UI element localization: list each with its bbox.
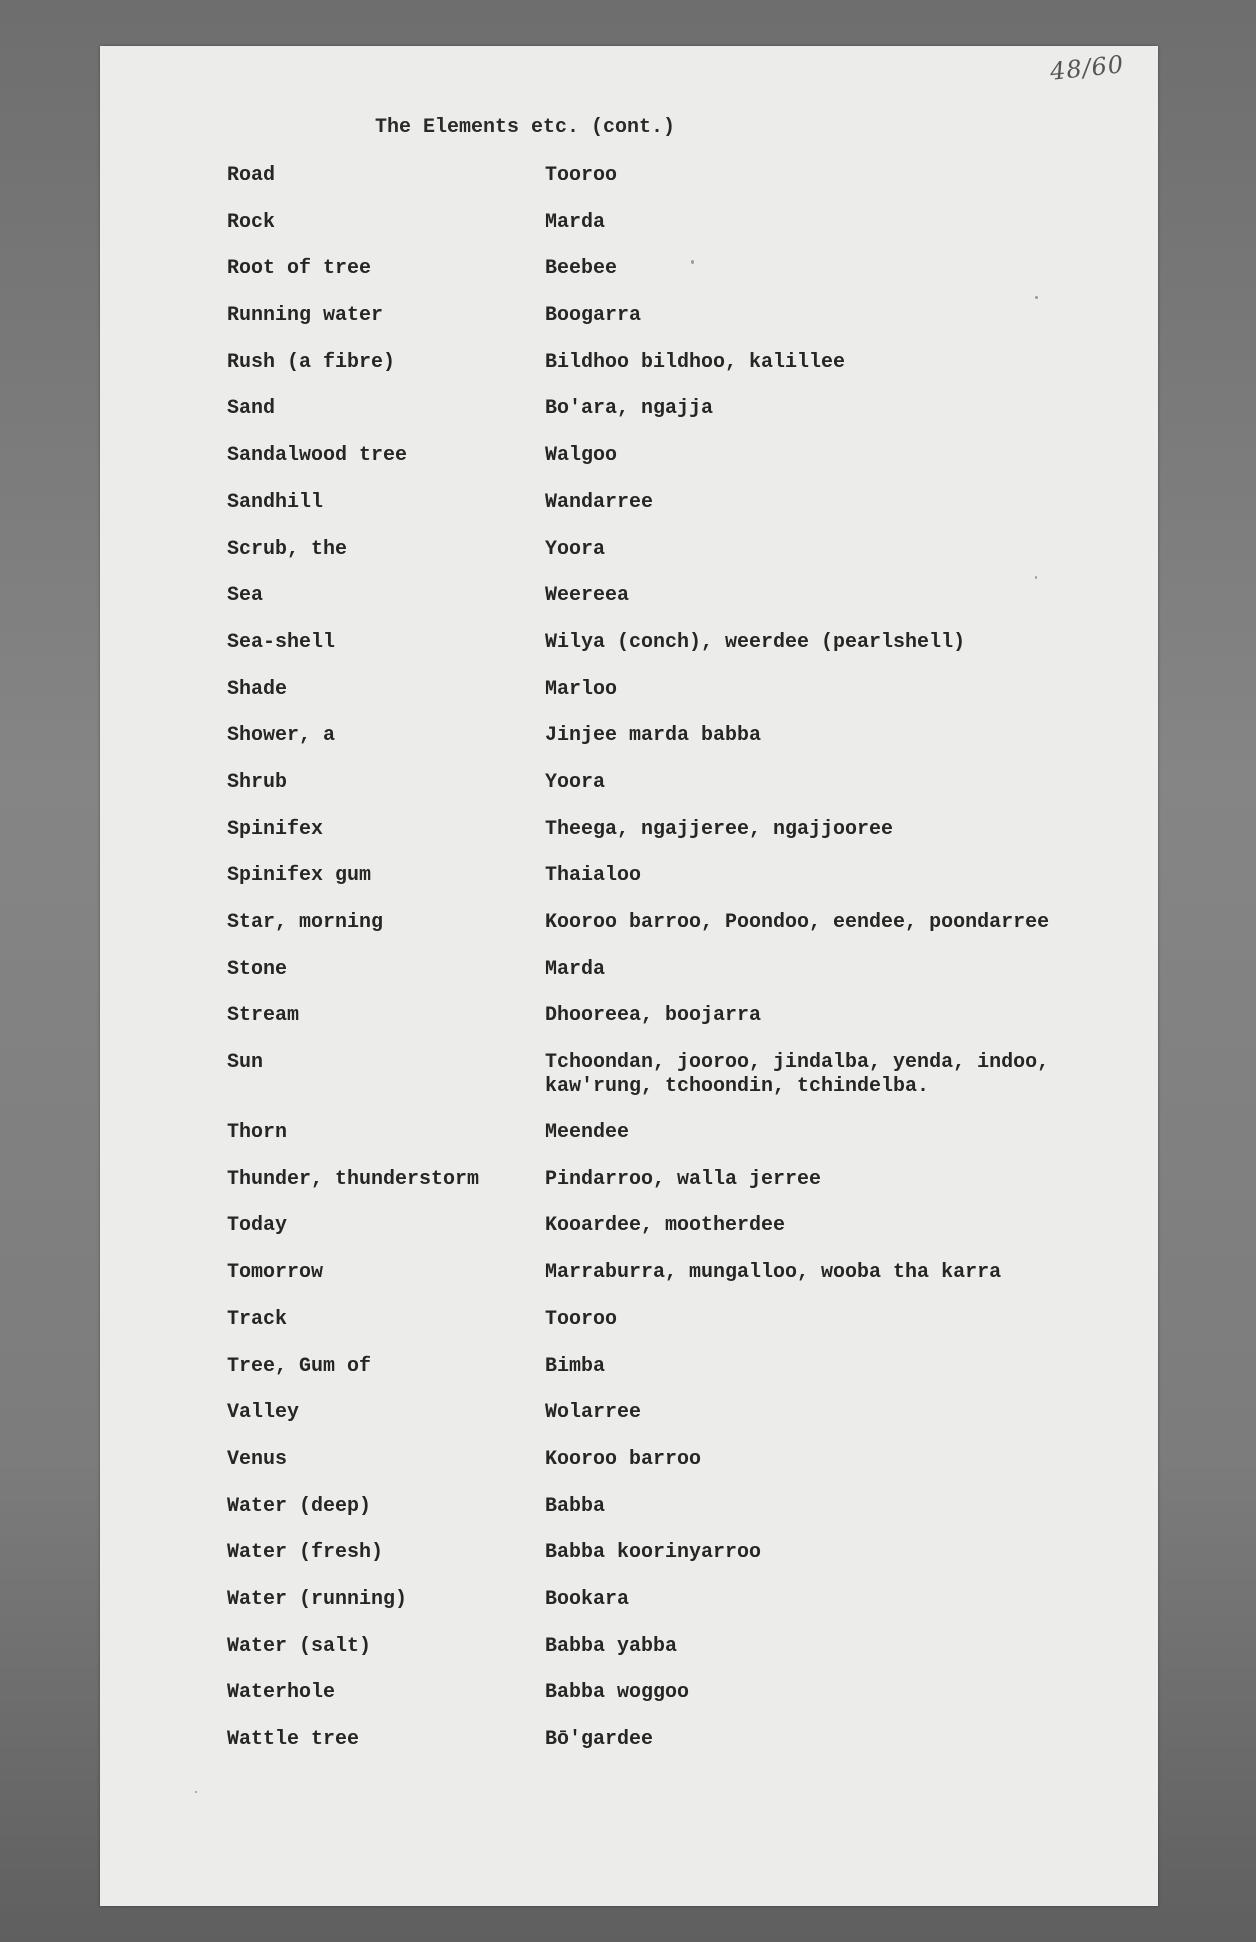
aboriginal-translation: Bo'ara, ngajja — [545, 397, 714, 421]
vocabulary-entry — [227, 584, 1127, 608]
english-term: Thorn — [227, 1121, 288, 1145]
english-term: Tree, Gum of — [227, 1354, 372, 1378]
vocabulary-entry — [227, 771, 1127, 795]
english-term: Shrub — [227, 770, 288, 794]
english-term: Root of tree — [227, 257, 372, 281]
aboriginal-translation: Theega, ngajjeree, ngajjooree — [545, 817, 894, 841]
aboriginal-translation: Yoora — [545, 537, 606, 561]
vocabulary-entry — [227, 1168, 1127, 1192]
aboriginal-translation: Marraburra, mungalloo, wooba tha karra — [545, 1261, 1002, 1285]
aboriginal-translation: Weereea — [545, 584, 630, 608]
english-term: Spinifex — [227, 817, 324, 841]
vocabulary-entry — [227, 211, 1127, 235]
english-term: Star, morning — [227, 911, 384, 934]
vocabulary-entry — [227, 1004, 1127, 1028]
english-term: Stream — [227, 1004, 300, 1028]
vocabulary-entry — [227, 864, 1127, 888]
english-term: Water (deep) — [227, 1494, 372, 1518]
vocabulary-entry — [227, 911, 1127, 935]
aboriginal-translation: Babba koorinyarroo — [545, 1541, 762, 1565]
aboriginal-translation: Bildhoo bildhoo, kalillee — [545, 350, 846, 374]
english-term: Water (running) — [227, 1587, 408, 1611]
vocabulary-entry — [227, 724, 1127, 748]
aboriginal-translation: Pindarroo, walla jerree — [545, 1167, 822, 1191]
vocabulary-entry — [227, 631, 1127, 655]
english-term: Sandhill — [227, 490, 324, 514]
english-term: Water (salt) — [227, 1634, 372, 1658]
aboriginal-translation: Beebee — [545, 257, 618, 281]
english-term: Rush (a fibre) — [227, 350, 396, 374]
aboriginal-translation: Meendee — [545, 1121, 630, 1145]
aboriginal-translation: Kooroo barroo, Poondoo, eendee, poondarree — [545, 911, 1050, 934]
vocabulary-entry — [227, 257, 1127, 281]
english-term: Valley — [227, 1401, 300, 1425]
vocabulary-entry — [227, 1121, 1127, 1145]
aboriginal-translation: Tooroo — [545, 164, 618, 187]
english-term: Rock — [227, 210, 276, 234]
vocabulary-entry — [227, 1588, 1127, 1612]
paper-speck — [1035, 296, 1038, 299]
aboriginal-translation: Kooroo barroo — [545, 1447, 702, 1471]
aboriginal-translation: Thaialoo — [545, 864, 642, 888]
vocabulary-entry — [227, 164, 1127, 188]
vocabulary-entry — [227, 444, 1127, 468]
english-term: Stone — [227, 957, 288, 981]
english-term: Thunder, thunderstorm — [227, 1167, 480, 1191]
english-term: Today — [227, 1214, 288, 1238]
typed-page — [100, 46, 1158, 1906]
aboriginal-translation: Bō'gardee — [545, 1728, 654, 1751]
aboriginal-translation: Babba woggoo — [545, 1681, 690, 1705]
aboriginal-translation: Wandarree — [545, 490, 654, 514]
aboriginal-translation: Jinjee marda babba — [545, 724, 762, 748]
aboriginal-translation: Boogarra — [545, 304, 642, 328]
paper-speck — [195, 1791, 197, 1793]
english-term: Sea — [227, 584, 264, 608]
english-term: Sandalwood tree — [227, 444, 408, 468]
english-term: Scrub, the — [227, 537, 348, 561]
vocabulary-entry — [227, 1448, 1127, 1472]
vocabulary-entry — [227, 958, 1127, 982]
paper-speck — [1035, 576, 1037, 579]
aboriginal-translation: Marda — [545, 210, 606, 234]
vocabulary-entry — [227, 397, 1127, 421]
aboriginal-translation: Wilya (conch), weerdee (pearlshell) — [545, 630, 966, 654]
english-term: Track — [227, 1307, 288, 1331]
english-term: Sea-shell — [227, 630, 336, 654]
folio-number: 48/60 — [1048, 50, 1126, 86]
vocabulary-entry — [227, 1681, 1127, 1705]
aboriginal-translation: Tooroo — [545, 1307, 618, 1331]
vocabulary-entry — [227, 1495, 1127, 1519]
aboriginal-translation: Babba — [545, 1494, 606, 1518]
vocabulary-list — [227, 164, 1127, 1775]
english-term: Water (fresh) — [227, 1541, 384, 1565]
vocabulary-entry — [227, 351, 1127, 375]
aboriginal-translation: Dhooreea, boojarra — [545, 1004, 762, 1028]
aboriginal-translation: Bookara — [545, 1587, 630, 1611]
vocabulary-entry — [227, 1728, 1127, 1752]
english-term: Road — [227, 164, 276, 187]
english-term: Waterhole — [227, 1681, 336, 1705]
vocabulary-entry — [227, 1261, 1127, 1285]
vocabulary-entry — [227, 818, 1127, 842]
english-term: Sun — [227, 1051, 264, 1075]
english-term: Shade — [227, 677, 288, 701]
english-term: Wattle tree — [227, 1728, 360, 1751]
english-term: Sand — [227, 397, 276, 421]
english-term: Venus — [227, 1447, 288, 1471]
vocabulary-entry — [227, 1401, 1127, 1425]
aboriginal-translation: Marloo — [545, 677, 618, 701]
english-term: Shower, a — [227, 724, 336, 748]
aboriginal-translation: Tchoondan, jooroo, jindalba, yenda, indoo, kaw'rung, tchoondin, tchindelba. — [545, 1051, 1050, 1099]
vocabulary-entry — [227, 1051, 1127, 1099]
vocabulary-entry — [227, 491, 1127, 515]
aboriginal-translation: Wolarree — [545, 1401, 642, 1425]
aboriginal-translation: Kooardee, mootherdee — [545, 1214, 786, 1238]
aboriginal-translation: Babba yabba — [545, 1634, 678, 1658]
english-term: Tomorrow — [227, 1261, 324, 1285]
page-title: The Elements etc. (cont.) — [374, 116, 676, 139]
vocabulary-entry — [227, 1635, 1127, 1659]
paper-speck — [691, 260, 694, 264]
vocabulary-entry — [227, 678, 1127, 702]
english-term: Running water — [227, 304, 384, 328]
aboriginal-translation: Walgoo — [545, 444, 618, 468]
vocabulary-entry — [227, 1214, 1127, 1238]
english-term: Spinifex gum — [227, 864, 372, 888]
vocabulary-entry — [227, 538, 1127, 562]
vocabulary-entry — [227, 1541, 1127, 1565]
vocabulary-entry — [227, 1308, 1127, 1332]
vocabulary-entry — [227, 1355, 1127, 1379]
vocabulary-entry — [227, 304, 1127, 328]
aboriginal-translation: Bimba — [545, 1354, 606, 1378]
aboriginal-translation: Yoora — [545, 770, 606, 794]
aboriginal-translation: Marda — [545, 957, 606, 981]
